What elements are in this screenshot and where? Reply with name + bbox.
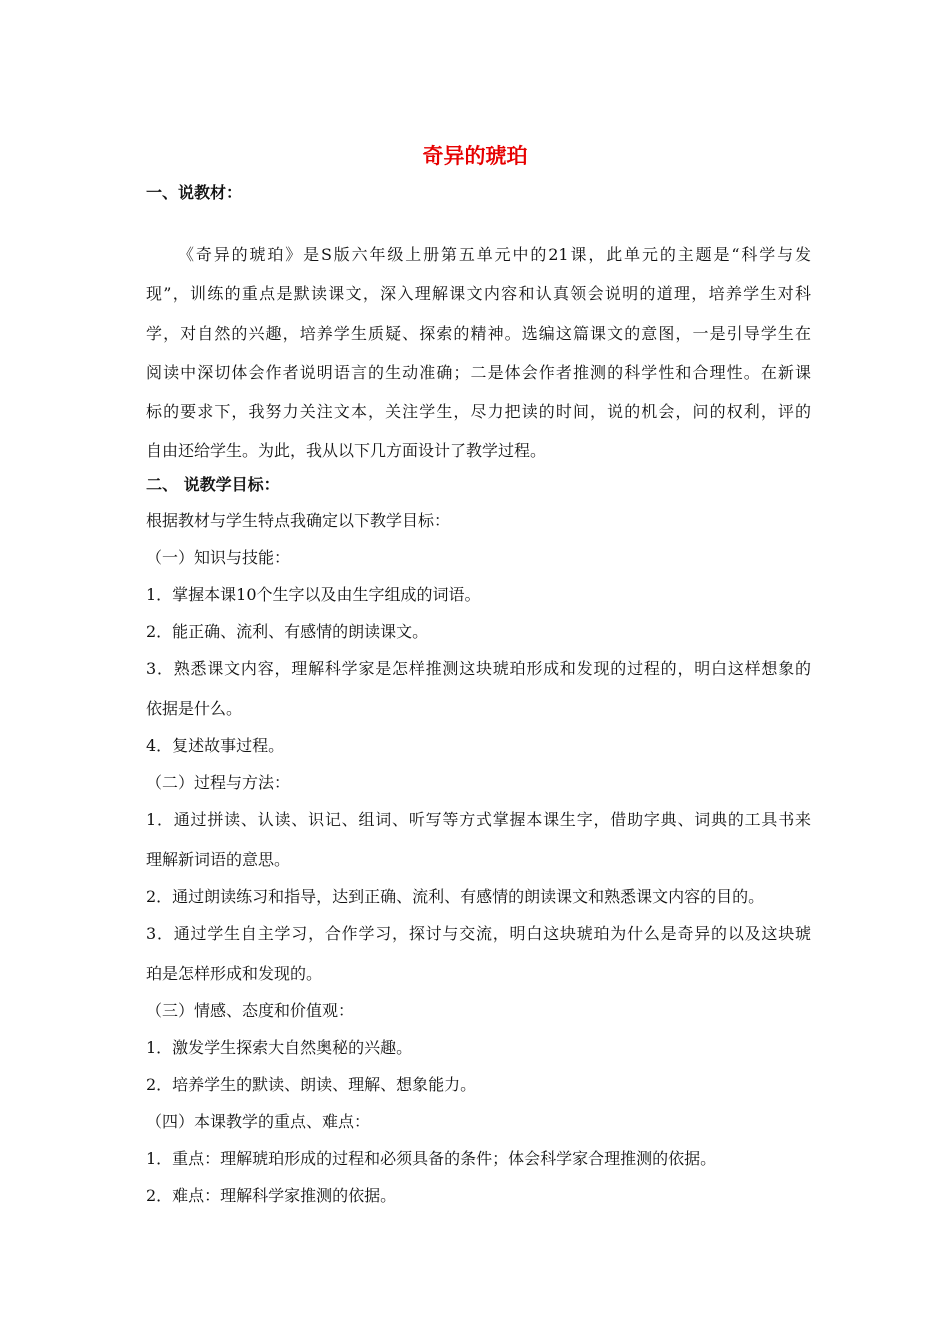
list-item: 1．掌握本课10个生字以及由生字组成的词语。: [146, 585, 481, 604]
list-item: 珀是怎样形成和发现的。: [146, 964, 323, 983]
list-item: 2．难点：理解科学家推测的依据。: [146, 1186, 397, 1205]
list-item: 1．通过拼读、认读、识记、组词、听写等方式掌握本课生字，借助字典、词典的工具书来: [146, 810, 811, 829]
list-item: 依据是什么。: [146, 699, 243, 718]
list-item: 3．通过学生自主学习，合作学习，探讨与交流，明白这块琥珀为什么是奇异的以及这块琥: [146, 924, 811, 943]
paragraph-line: 《奇异的琥珀》是S版六年级上册第五单元中的21课，此单元的主题是“科学与发: [178, 245, 811, 264]
section-heading-teaching-goals: 二、 说教学目标：: [146, 475, 280, 494]
subsection-title: （一）知识与技能：: [146, 548, 291, 567]
subsection-title: （三）情感、态度和价值观：: [146, 1001, 355, 1020]
paragraph-line: 标的要求下，我努力关注文本，关注学生，尽力把读的时间，说的机会，问的权利，评的: [146, 402, 811, 421]
list-item: 1．激发学生探索大自然奥秘的兴趣。: [146, 1038, 413, 1057]
list-item: 1．重点：理解琥珀形成的过程和必须具备的条件；体会科学家合理推测的依据。: [146, 1149, 717, 1168]
document-title: 奇异的琥珀: [422, 144, 528, 168]
list-item: 2．培养学生的默读、朗读、理解、想象能力。: [146, 1075, 477, 1094]
list-item: 3．熟悉课文内容，理解科学家是怎样推测这块琥珀形成和发现的过程的，明白这样想象的: [146, 659, 811, 678]
paragraph-line: 阅读中深切体会作者说明语言的生动准确；二是体会作者推测的科学性和合理性。在新课: [146, 363, 811, 382]
paragraph-line: 自由还给学生。为此，我从以下几方面设计了教学过程。: [146, 441, 547, 460]
subsection-title: （二）过程与方法：: [146, 773, 291, 792]
intro-text: 根据教材与学生特点我确定以下教学目标：: [146, 511, 451, 530]
list-item: 2．能正确、流利、有感情的朗读课文。: [146, 622, 429, 641]
section-heading-teaching-material: 一、说教材：: [146, 183, 243, 202]
subsection-title: （四）本课教学的重点、难点：: [146, 1112, 371, 1131]
list-item: 理解新词语的意思。: [146, 850, 291, 869]
list-item: 4．复述故事过程。: [146, 736, 285, 755]
paragraph-line: 现”，训练的重点是默读课文，深入理解课文内容和认真领会说明的道理，培养学生对科: [146, 284, 811, 303]
paragraph-line: 学，对自然的兴趣，培养学生质疑、探索的精神。选编这篇课文的意图，一是引导学生在: [146, 324, 811, 343]
list-item: 2．通过朗读练习和指导，达到正确、流利、有感情的朗读课文和熟悉课文内容的目的。: [146, 887, 765, 906]
